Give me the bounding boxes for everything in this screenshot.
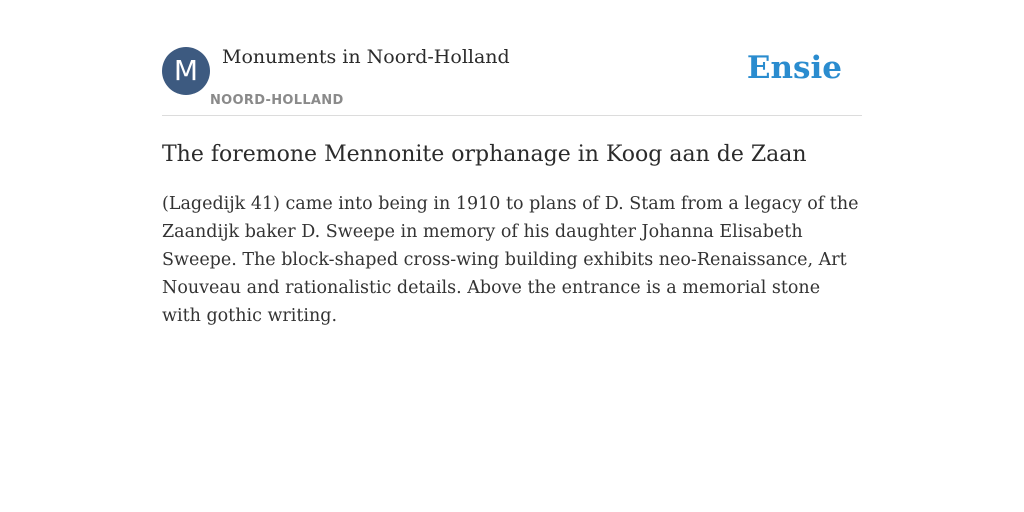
article-title: The foremone Mennonite orphanage in Koog aan de Zaan	[162, 142, 807, 167]
collection-avatar[interactable]: M	[162, 47, 210, 95]
entry-card	[162, 40, 862, 330]
entry-header	[162, 40, 862, 116]
article-body: (Lagedijk 41) came into being in 1910 to plans of D. Stam from a legacy of the Zaandijk baker D. Sweepe in memory of his daughter Johanna Elisabeth Sweepe. The block-shaped cross-wing building exhibits neo-Renaissance, Art Nouveau and rationalistic details. Above the entrance is a memorial stone with gothic writing.	[162, 194, 859, 326]
collection-title-link[interactable]: Monuments in Noord-Holland	[222, 46, 510, 68]
collection-subtitle: NOORD-HOLLAND	[210, 93, 344, 108]
brand-logo[interactable]: Ensie	[746, 50, 842, 86]
